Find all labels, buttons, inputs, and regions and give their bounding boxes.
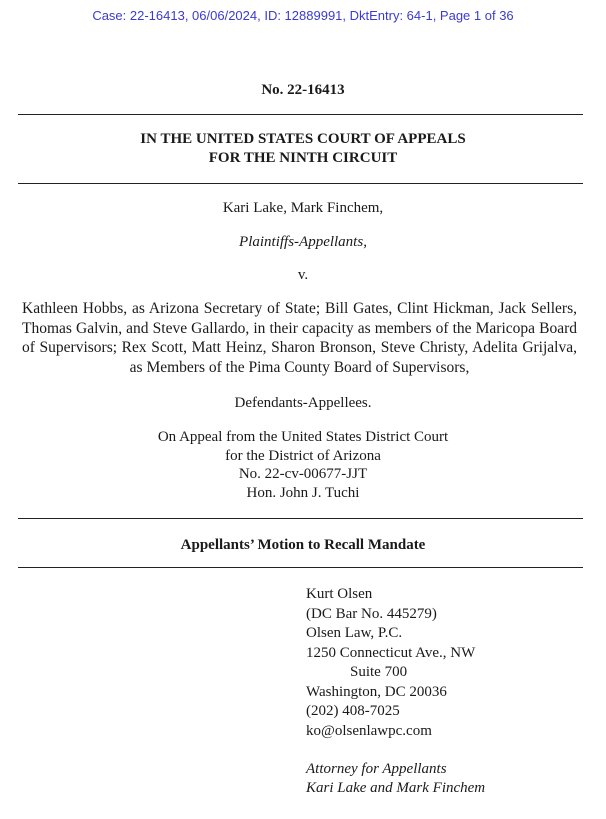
appeal-line-court: On Appeal from the United States District Court [157,429,449,445]
counsel-city: Washington, DC 20036 [306,683,447,700]
counsel-street: 1250 Connecticut Ave., NW [306,644,476,661]
counsel-email: ko@olsenlawpc.com [306,722,432,739]
defendants-names: Kathleen Hobbs, as Arizona Secretary of State; Bill Gates, Clint Hickman, Jack Sellers, Thomas Galvin, and Steve Gallardo, in their capacity as members of the Maricopa Board of Supervisors; Rex Scott, Matt Heinz, Sharon Bronson, Steve Christy, Adelita Grijalva, as Members of the Pima County Board of Supervisors, [22,300,577,376]
motion-title: Appellants’ Motion to Recall Mandate [180,537,426,553]
counsel-phone: (202) 408-7025 [306,703,400,719]
attorney-for-line2: Kari Lake and Mark Finchem [306,780,486,796]
docket-stamp: Case: 22-16413, 06/06/2024, ID: 12889991, DktEntry: 64-1, Page 1 of 36 [92,8,514,23]
plaintiffs-names: Kari Lake, Mark Finchem, [222,200,384,216]
case-number: No. 22-16413 [261,82,345,98]
counsel-block [306,585,475,741]
counsel-name: Kurt Olsen [306,586,373,602]
plaintiffs-role: Plaintiffs-Appellants, [239,234,367,250]
court-heading-line1: IN THE UNITED STATES COURT OF APPEALS [140,131,466,147]
appeal-line-judge: Hon. John J. Tuchi [246,484,360,501]
divider-court [18,183,583,184]
defendants-role: Defendants-Appellees. [234,395,372,411]
attorney-for-line1: Attorney for Appellants [306,761,447,777]
counsel-suite: Suite 700 [350,664,408,680]
appeal-line-district: for the District of Arizona [225,447,381,464]
counsel-bar: (DC Bar No. 445279) [306,605,437,622]
versus: v. [297,267,309,283]
divider-motion-top [18,518,583,519]
court-heading-line2: FOR THE NINTH CIRCUIT [208,150,398,166]
attorney-for [306,760,485,798]
divider-motion-bottom [18,567,583,568]
appeal-line-docket: No. 22-cv-00677-JJT [238,466,368,482]
divider-top [18,114,583,115]
appeal-info [0,428,606,502]
counsel-firm: Olsen Law, P.C. [306,625,403,641]
court-heading [0,130,606,168]
